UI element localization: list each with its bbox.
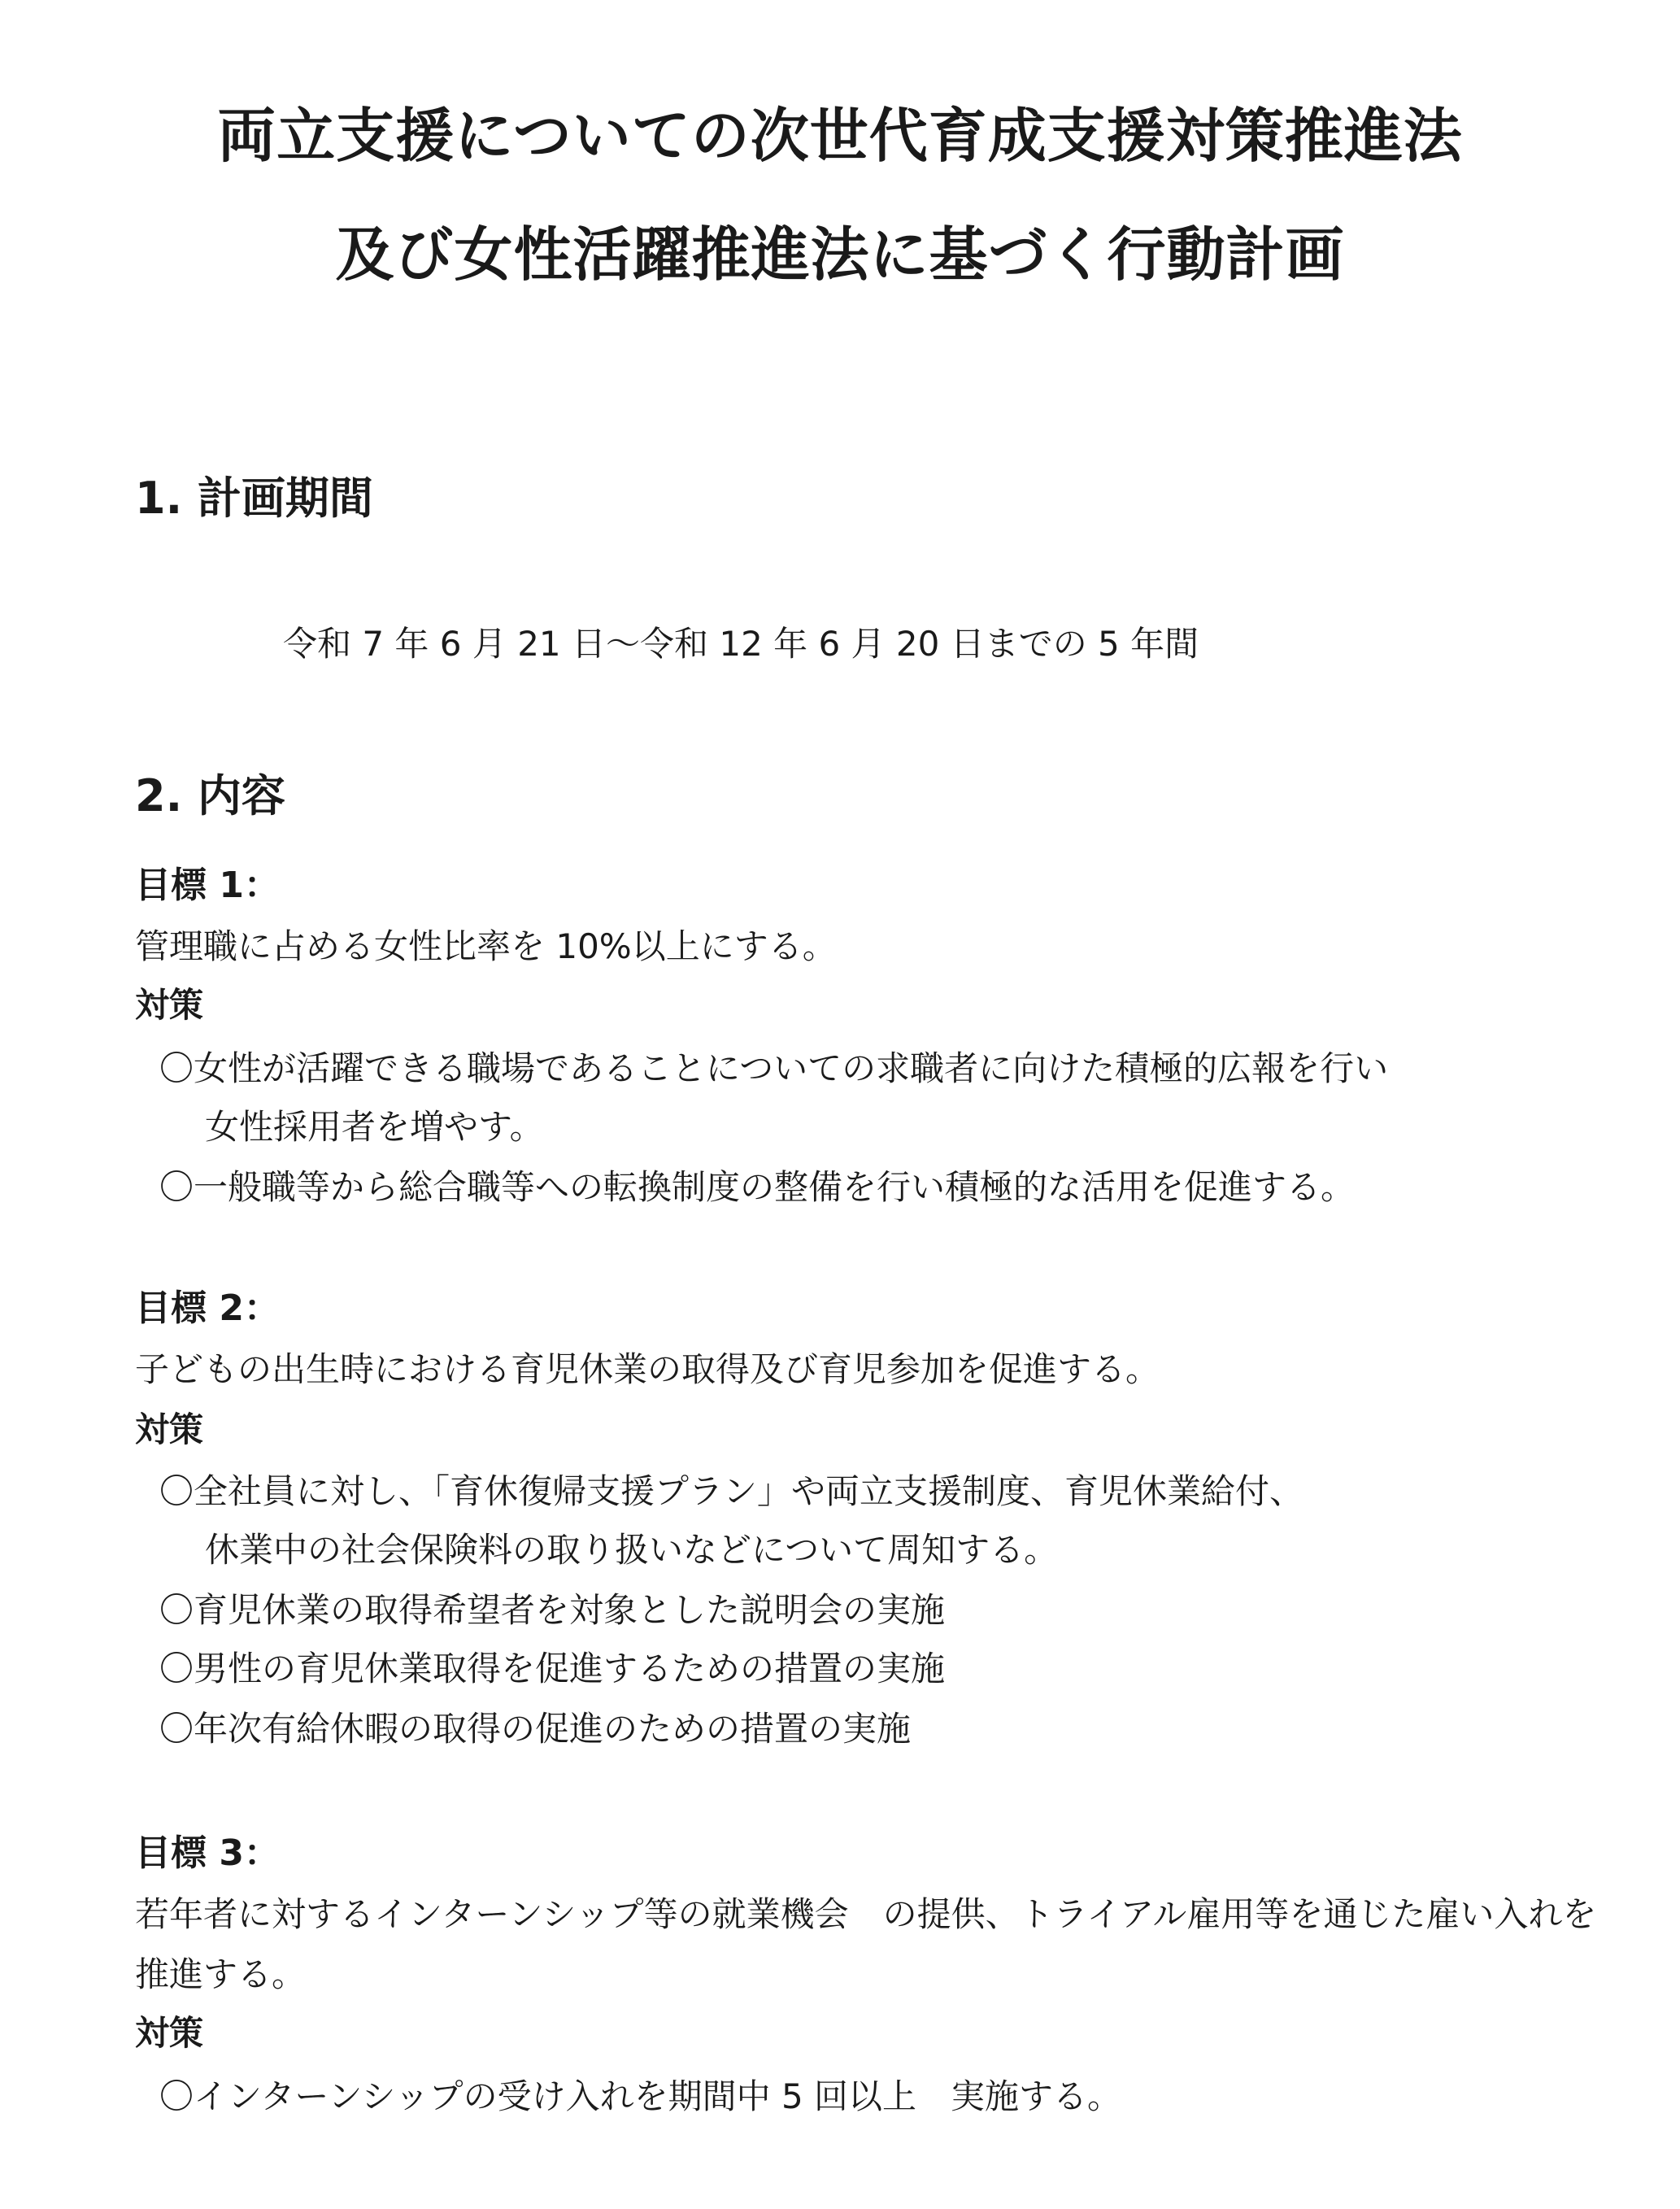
goal-1-text: 管理職に占める女性比率を 10%以上にする。 bbox=[135, 926, 837, 966]
goal-2-text: 子どもの出生時における育児休業の取得及び育児参加を促進する。 bbox=[135, 1349, 1160, 1389]
goal-1-label: 目標 1： bbox=[135, 865, 280, 906]
plan-period-text: 令和 7 年 6 月 21 日～令和 12 年 6 月 20 日までの 5 年間 bbox=[283, 624, 1199, 664]
goal-1-measures-heading: 対策 bbox=[135, 985, 204, 1025]
goal-2-measure-2: 〇育児休業の取得希望者を対象とした説明会の実施 bbox=[159, 1590, 946, 1630]
goal-1-measure-1: 〇女性が活躍できる職場であることについての求職者に向けた積極的広報を行い bbox=[159, 1048, 1389, 1088]
goal-3-measure-1: 〇インターンシップの受け入れを期間中 5 回以上 実施する。 bbox=[159, 2076, 1122, 2116]
section-1-heading: 1. 計画期間 bbox=[135, 473, 373, 524]
document-title-line-2: 及び女性活躍推進法に基づく行動計画 bbox=[335, 220, 1345, 289]
goal-2-measure-4: 〇年次有給休暇の取得の促進のための措置の実施 bbox=[159, 1709, 912, 1749]
document-title-line-1: 両立支援についての次世代育成支援対策推進法 bbox=[217, 102, 1463, 170]
goal-1-measure-2: 〇一般職等から総合職等への転換制度の整備を行い積極的な活用を促進する。 bbox=[159, 1167, 1356, 1207]
goal-2-measures-heading: 対策 bbox=[135, 1409, 204, 1449]
goal-3-label: 目標 3： bbox=[135, 1832, 280, 1874]
goal-3-text-line-1: 若年者に対するインターンシップ等の就業機会 の提供、トライアル雇用等を通じた雇い入れを bbox=[135, 1894, 1597, 1934]
goal-2-measure-1-continued: 休業中の社会保険料の取り扱いなどについて周知する。 bbox=[205, 1530, 1059, 1570]
section-2-heading: 2. 内容 bbox=[135, 770, 285, 821]
goal-1-measure-1-continued: 女性採用者を増やす。 bbox=[205, 1107, 544, 1147]
goal-2-label: 目標 2： bbox=[135, 1287, 280, 1329]
goal-3-measures-heading: 対策 bbox=[135, 2013, 204, 2053]
goal-2-measure-3: 〇男性の育児休業取得を促進するための措置の実施 bbox=[159, 1649, 946, 1688]
goal-3-text-line-2: 推進する。 bbox=[135, 1954, 307, 1994]
goal-2-measure-1: 〇全社員に対し、「育休復帰支援プラン」や両立支援制度、育児休業給付、 bbox=[159, 1471, 1304, 1511]
